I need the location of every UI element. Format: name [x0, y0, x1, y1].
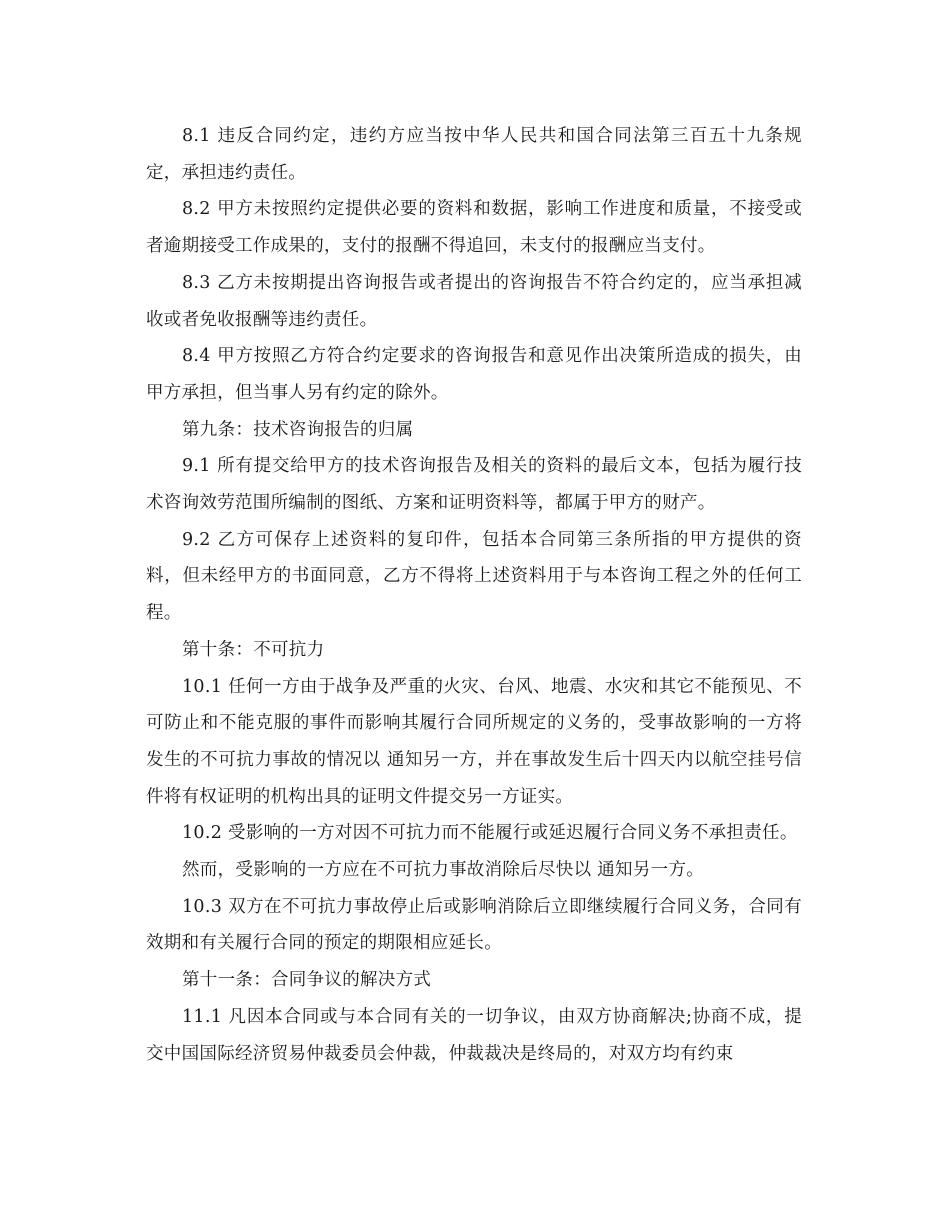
clause-8-1: 8.1 违反合同约定，违约方应当按中华人民共和国合同法第三百五十九条规定，承担违约责任。 [146, 126, 802, 183]
document-body [146, 118, 802, 1072]
clause-9-2: 9.2 乙方可保存上述资料的复印件，包括本合同第三条所指的甲方提供的资料，但未经甲方的书面同意，乙方不得将上述资料用于与本咨询工程之外的任何工程。 [146, 529, 802, 624]
clause-8-4: 8.4 甲方按照乙方符合约定要求的咨询报告和意见作出决策所造成的损失，由甲方承担，但当事人另有约定的除外。 [146, 346, 802, 403]
clause-11-1: 11.1 凡因本合同或与本合同有关的一切争议，由双方协商解决;协商不成，提交中国国际经济贸易仲裁委员会仲裁，仲裁裁决是终局的，对双方均有约束 [146, 1006, 802, 1064]
clause-10-2: 10.2 受影响的一方对因不可抗力而不能履行或延迟履行合同义务不承担责任。 [182, 823, 798, 844]
clause-10-2-continued: 然而，受影响的一方应在不可抗力事故消除后尽快以 通知另一方。 [182, 860, 705, 881]
article-11-heading: 第十一条：合同争议的解决方式 [182, 970, 432, 991]
clause-9-1: 9.1 所有提交给甲方的技术咨询报告及相关的资料的最后文本，包括为履行技术咨询效劳范围所编制的图纸、方案和证明资料等，都属于甲方的财产。 [146, 456, 802, 514]
article-9-heading: 第九条：技术咨询报告的归属 [182, 419, 414, 440]
clause-8-2: 8.2 甲方未按照约定提供必要的资料和数据，影响工作进度和质量，不接受或者逾期接受工作成果的，支付的报酬不得追回，未支付的报酬应当支付。 [146, 199, 802, 257]
clause-8-3: 8.3 乙方未按期提出咨询报告或者提出的咨询报告不符合约定的，应当承担减收或者免收报酬等违约责任。 [146, 272, 802, 330]
clause-10-3: 10.3 双方在不可抗力事故停止后或影响消除后立即继续履行合同义务，合同有效期和有关履行合同的预定的期限相应延长。 [146, 896, 802, 954]
article-10-heading: 第十条：不可抗力 [182, 639, 325, 660]
clause-10-1: 10.1 任何一方由于战争及严重的火灾、台风、地震、水灾和其它不能预见、不可防止和不能克服的事件而影响其履行合同所规定的义务的，受事故影响的一方将发生的不可抗力事故的情况以 通知另一方，并在事故发生后十四天内以航空挂号信件将有权证明的机构出具的证明文件提交另一方证实。 [146, 676, 802, 807]
